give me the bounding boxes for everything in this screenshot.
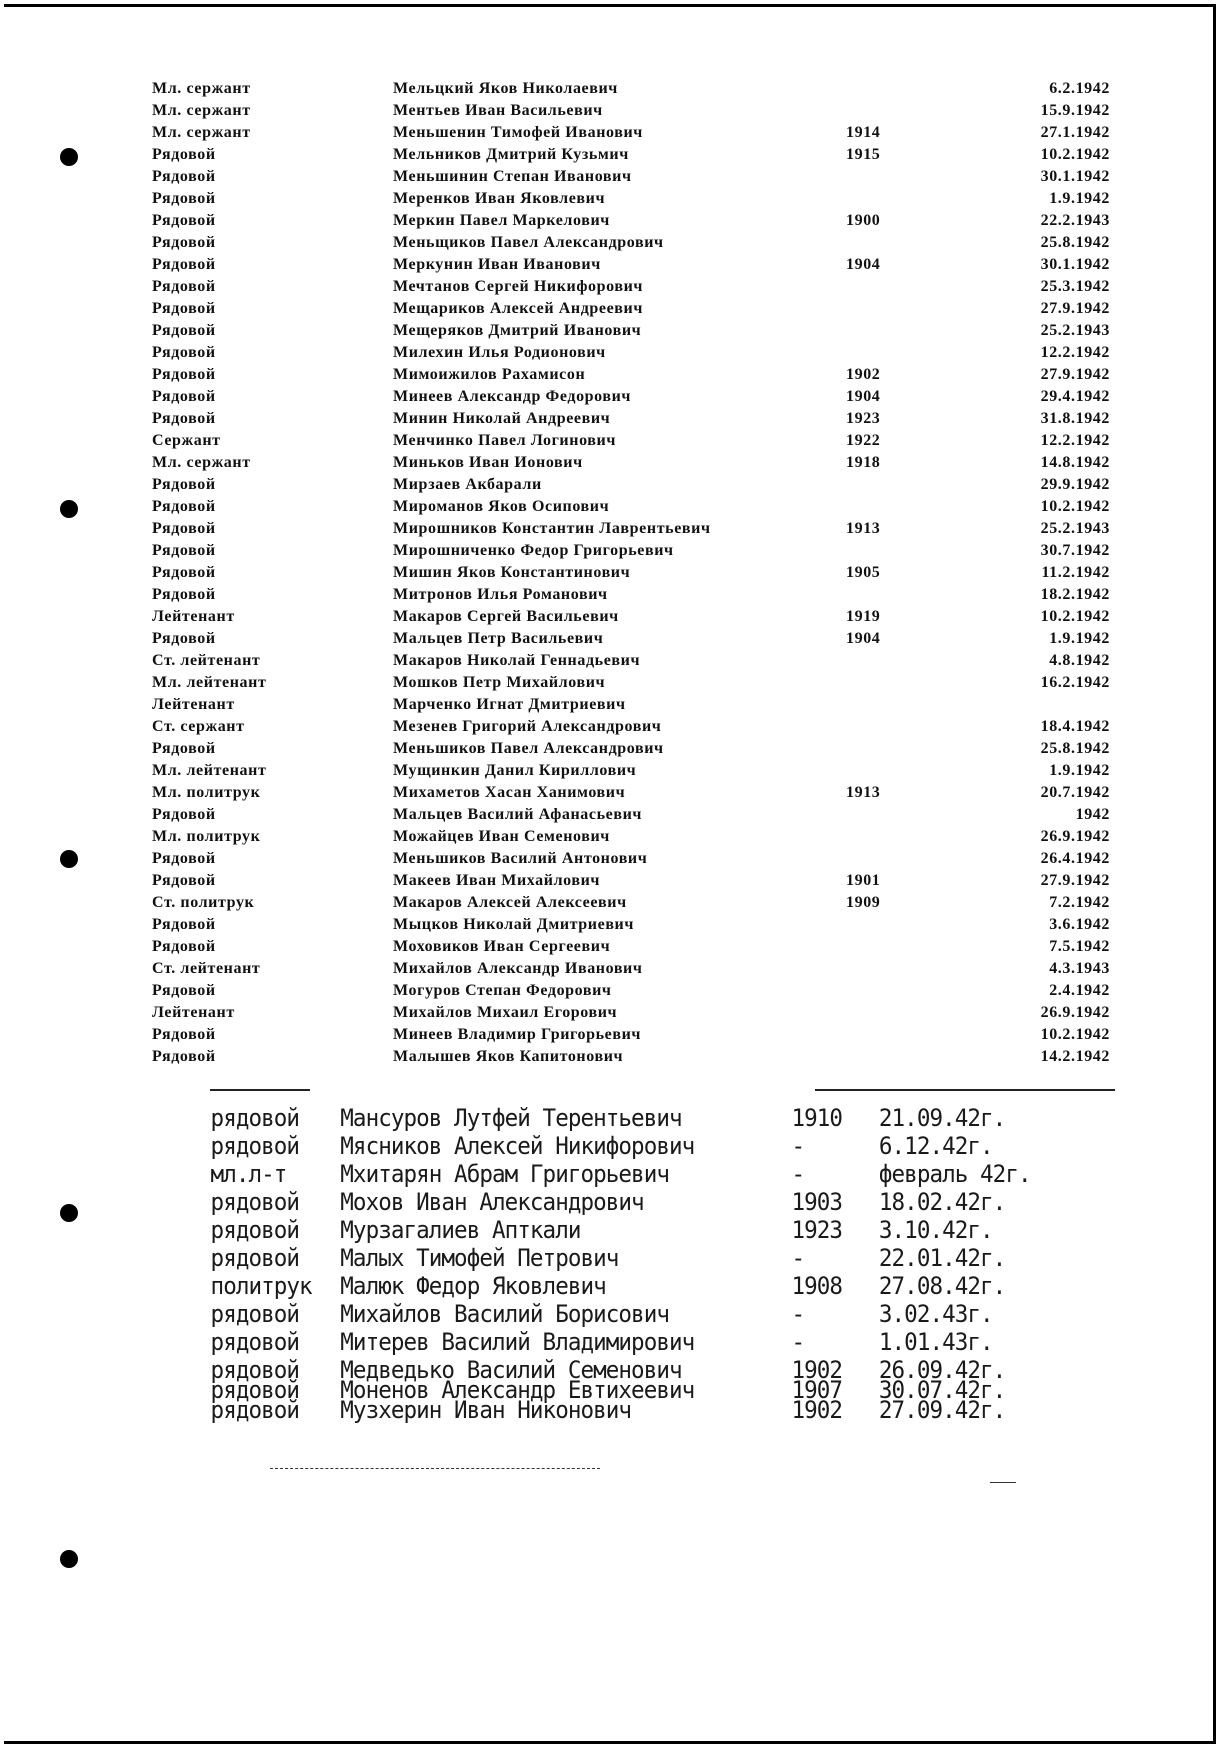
name-cell: Марченко Игнат Дмитриевич: [393, 696, 626, 713]
name-cell: Меньшиков Павел Александрович: [393, 740, 664, 757]
rank-cell: Рядовой: [152, 806, 216, 823]
rank-cell: Рядовой: [152, 234, 216, 251]
table-row: [0, 496, 1224, 518]
date-cell: 31.8.1942: [1040, 410, 1110, 427]
table-row: [0, 386, 1224, 408]
rank-cell: Мл. лейтенант: [152, 674, 267, 691]
rank-cell: рядовой: [210, 1396, 300, 1424]
date-cell: 7.2.1942: [1049, 894, 1110, 911]
date-cell: 20.7.1942: [1040, 784, 1110, 801]
table-row: [0, 518, 1224, 540]
name-cell: Мельников Дмитрий Кузьмич: [393, 146, 629, 163]
table-row: [0, 364, 1224, 386]
rank-cell: Мл. сержант: [152, 102, 251, 119]
rank-cell: Рядовой: [152, 740, 216, 757]
rank-cell: Рядовой: [152, 498, 216, 515]
rank-cell: Рядовой: [152, 300, 216, 317]
rank-cell: Ст. лейтенант: [152, 960, 261, 977]
year-cell: 1918: [846, 454, 881, 471]
name-cell: Милехин Илья Родионович: [393, 344, 606, 361]
table-row: [0, 562, 1224, 584]
table-row: [0, 298, 1224, 320]
table-row: [0, 144, 1224, 166]
table-row: [0, 958, 1224, 980]
name-cell: Михайлов Александр Иванович: [393, 960, 643, 977]
year-cell: -: [791, 1132, 805, 1160]
date-cell: 26.09.42г.: [878, 1356, 1006, 1384]
name-cell: Митерев Василий Владимирович: [340, 1328, 695, 1356]
date-cell: 1942: [1075, 806, 1110, 823]
separator-line: [210, 1089, 310, 1091]
rank-cell: Мл. лейтенант: [152, 762, 267, 779]
table-row: [0, 320, 1224, 342]
rank-cell: рядовой: [210, 1300, 300, 1328]
rank-cell: Рядовой: [152, 542, 216, 559]
rank-cell: Рядовой: [152, 212, 216, 229]
rank-cell: рядовой: [210, 1188, 300, 1216]
table-row: [0, 100, 1224, 122]
name-cell: Мирошниченко Федор Григорьевич: [393, 542, 674, 559]
table-row: [0, 1160, 1151, 1188]
date-cell: 3.10.42г.: [878, 1216, 993, 1244]
table-row: [0, 628, 1224, 650]
name-cell: Мезенев Григорий Александрович: [393, 718, 662, 735]
table-row: [0, 606, 1224, 628]
table-row: [0, 584, 1224, 606]
rank-cell: Ст. сержант: [152, 718, 245, 735]
table-row: [0, 254, 1224, 276]
name-cell: Мальцев Василий Афанасьевич: [393, 806, 643, 823]
name-cell: Минеев Владимир Григорьевич: [393, 1026, 642, 1043]
separator-line: [270, 1468, 600, 1469]
year-cell: 1901: [846, 872, 881, 889]
date-cell: 30.1.1942: [1040, 256, 1110, 273]
table-row: [0, 342, 1224, 364]
rank-cell: Рядовой: [152, 630, 216, 647]
year-cell: 1914: [846, 124, 881, 141]
name-cell: Мохов Иван Александрович: [340, 1188, 644, 1216]
rank-cell: Рядовой: [152, 322, 216, 339]
date-cell: 25.2.1943: [1040, 520, 1110, 537]
year-cell: 1902: [791, 1356, 843, 1384]
name-cell: Менчинко Павел Логинович: [393, 432, 616, 449]
rank-cell: рядовой: [210, 1132, 300, 1160]
table-row: [0, 716, 1224, 738]
date-cell: 29.4.1942: [1040, 388, 1110, 405]
date-cell: 1.01.43г.: [878, 1328, 993, 1356]
date-cell: 10.2.1942: [1040, 1026, 1110, 1043]
name-cell: Мошков Петр Михайлович: [393, 674, 606, 691]
rank-cell: Рядовой: [152, 366, 216, 383]
name-cell: Мирзаев Акбарали: [393, 476, 542, 493]
table-row: [0, 694, 1224, 716]
rank-cell: Рядовой: [152, 344, 216, 361]
typed-casualty-list: [0, 1104, 1224, 1424]
name-cell: Михайлов Василий Борисович: [340, 1300, 669, 1328]
rank-cell: Рядовой: [152, 410, 216, 427]
rank-cell: Рядовой: [152, 168, 216, 185]
rank-cell: Ст. политрук: [152, 894, 255, 911]
year-cell: 1910: [791, 1104, 843, 1132]
year-cell: -: [791, 1160, 805, 1188]
date-cell: 25.8.1942: [1040, 740, 1110, 757]
table-row: [0, 276, 1224, 298]
rank-cell: рядовой: [210, 1376, 300, 1404]
date-cell: 3.6.1942: [1049, 916, 1110, 933]
name-cell: Меньшенин Тимофей Иванович: [393, 124, 643, 141]
table-row: [0, 452, 1224, 474]
rank-cell: рядовой: [210, 1104, 300, 1132]
table-row: [0, 1272, 1151, 1300]
rank-cell: рядовой: [210, 1216, 300, 1244]
name-cell: Мущинкин Данил Кириллович: [393, 762, 637, 779]
year-cell: 1903: [791, 1188, 843, 1216]
date-cell: 7.5.1942: [1049, 938, 1110, 955]
year-cell: 1902: [791, 1396, 843, 1424]
year-cell: 1904: [846, 630, 881, 647]
date-cell: 18.4.1942: [1040, 718, 1110, 735]
table-row: [0, 870, 1224, 892]
name-cell: Ментьев Иван Васильевич: [393, 102, 603, 119]
name-cell: Малышев Яков Капитонович: [393, 1048, 624, 1065]
table-row: [0, 210, 1224, 232]
year-cell: 1902: [846, 366, 881, 383]
date-cell: 14.2.1942: [1040, 1048, 1110, 1065]
name-cell: Мурзагалиев Апткали: [340, 1216, 581, 1244]
table-row: [0, 1132, 1151, 1160]
date-cell: 1.9.1942: [1049, 190, 1110, 207]
rank-cell: Рядовой: [152, 564, 216, 581]
name-cell: Малюк Федор Яковлевич: [340, 1272, 606, 1300]
date-cell: 27.9.1942: [1040, 872, 1110, 889]
table-row: [0, 760, 1224, 782]
year-cell: 1909: [846, 894, 881, 911]
rank-cell: Рядовой: [152, 256, 216, 273]
table-row: [0, 936, 1224, 958]
table-row: [0, 1244, 1151, 1272]
year-cell: 1913: [846, 520, 881, 537]
table-row: [0, 1328, 1151, 1356]
year-cell: -: [791, 1244, 805, 1272]
table-row: [0, 1396, 1151, 1424]
date-cell: 27.08.42г.: [878, 1272, 1006, 1300]
name-cell: Могуров Степан Федорович: [393, 982, 612, 999]
table-row: [0, 188, 1224, 210]
rank-cell: Рядовой: [152, 146, 216, 163]
table-row: [0, 1216, 1151, 1244]
date-cell: 25.2.1943: [1040, 322, 1110, 339]
date-cell: 15.9.1942: [1040, 102, 1110, 119]
year-cell: 1922: [846, 432, 881, 449]
name-cell: Минеев Александр Федорович: [393, 388, 632, 405]
table-row: [0, 650, 1224, 672]
date-cell: 12.2.1942: [1040, 432, 1110, 449]
date-cell: 3.02.43г.: [878, 1300, 993, 1328]
year-cell: 1904: [846, 388, 881, 405]
date-cell: 30.07.42г.: [878, 1376, 1006, 1404]
name-cell: Моненов Александр Евтихеевич: [340, 1376, 695, 1404]
date-cell: 25.8.1942: [1040, 234, 1110, 251]
name-cell: Минин Николай Андреевич: [393, 410, 611, 427]
rank-cell: Мл. политрук: [152, 828, 261, 845]
rank-cell: Мл. сержант: [152, 454, 251, 471]
year-cell: 1905: [846, 564, 881, 581]
date-cell: 10.2.1942: [1040, 146, 1110, 163]
year-cell: 1915: [846, 146, 881, 163]
name-cell: Мимоижилов Рахамисон: [393, 366, 586, 383]
name-cell: Миньков Иван Ионович: [393, 454, 583, 471]
name-cell: Макаров Николай Геннадьевич: [393, 652, 641, 669]
table-row: [0, 782, 1224, 804]
name-cell: Меркунин Иван Иванович: [393, 256, 601, 273]
date-cell: 10.2.1942: [1040, 608, 1110, 625]
table-row: [0, 804, 1224, 826]
rank-cell: рядовой: [210, 1328, 300, 1356]
rank-cell: Рядовой: [152, 1026, 216, 1043]
rank-cell: Мл. сержант: [152, 80, 251, 97]
rank-cell: Ст. лейтенант: [152, 652, 261, 669]
rank-cell: Рядовой: [152, 982, 216, 999]
name-cell: Меркин Павел Маркелович: [393, 212, 610, 229]
table-row: [0, 1356, 1151, 1384]
name-cell: Малых Тимофей Петрович: [340, 1244, 619, 1272]
year-cell: 1923: [846, 410, 881, 427]
date-cell: 25.3.1942: [1040, 278, 1110, 295]
date-cell: 12.2.1942: [1040, 344, 1110, 361]
name-cell: Медведько Василий Семенович: [340, 1356, 682, 1384]
name-cell: Мещариков Алексей Андреевич: [393, 300, 643, 317]
name-cell: Макеев Иван Михайлович: [393, 872, 601, 889]
name-cell: Меньшинин Степан Иванович: [393, 168, 632, 185]
name-cell: Мельцкий Яков Николаевич: [393, 80, 618, 97]
name-cell: Мальцев Петр Васильевич: [393, 630, 604, 647]
year-cell: 1923: [791, 1216, 843, 1244]
printed-casualty-list: [0, 78, 1224, 1068]
date-cell: 2.4.1942: [1049, 982, 1110, 999]
date-cell: 1.9.1942: [1049, 762, 1110, 779]
year-cell: -: [791, 1300, 805, 1328]
rank-cell: мл.л-т: [210, 1160, 287, 1188]
table-row: [0, 1376, 1151, 1404]
table-row: [0, 78, 1224, 100]
rank-cell: Лейтенант: [152, 608, 235, 625]
table-row: [0, 1002, 1224, 1024]
rank-cell: Рядовой: [152, 916, 216, 933]
table-row: [0, 914, 1224, 936]
table-row: [0, 1104, 1151, 1132]
separator-line: [815, 1089, 1115, 1091]
separator-line: [990, 1482, 1016, 1483]
year-cell: 1904: [846, 256, 881, 273]
table-row: [0, 1046, 1224, 1068]
name-cell: Музхерин Иван Никонович: [340, 1396, 632, 1424]
table-row: [0, 738, 1224, 760]
rank-cell: Лейтенант: [152, 696, 235, 713]
name-cell: Макаров Сергей Васильевич: [393, 608, 619, 625]
name-cell: Меренков Иван Яковлевич: [393, 190, 606, 207]
date-cell: 22.2.1943: [1040, 212, 1110, 229]
table-row: [0, 892, 1224, 914]
name-cell: Меньшиков Василий Антонович: [393, 850, 648, 867]
name-cell: Мечтанов Сергей Никифорович: [393, 278, 644, 295]
table-row: [0, 672, 1224, 694]
name-cell: Митронов Илья Романович: [393, 586, 608, 603]
table-row: [0, 1300, 1151, 1328]
table-row: [0, 430, 1224, 452]
year-cell: 1913: [846, 784, 881, 801]
date-cell: 26.4.1942: [1040, 850, 1110, 867]
date-cell: 30.1.1942: [1040, 168, 1110, 185]
date-cell: 4.8.1942: [1049, 652, 1110, 669]
date-cell: 6.2.1942: [1049, 80, 1110, 97]
name-cell: Михаметов Хасан Ханимович: [393, 784, 626, 801]
rank-cell: Рядовой: [152, 278, 216, 295]
date-cell: 16.2.1942: [1040, 674, 1110, 691]
date-cell: 26.9.1942: [1040, 1004, 1110, 1021]
table-row: [0, 1188, 1151, 1216]
rank-cell: Рядовой: [152, 520, 216, 537]
name-cell: Мансуров Лутфей Терентьевич: [340, 1104, 682, 1132]
table-row: [0, 122, 1224, 144]
date-cell: 27.09.42г.: [878, 1396, 1006, 1424]
rank-cell: Мл. политрук: [152, 784, 261, 801]
date-cell: 14.8.1942: [1040, 454, 1110, 471]
name-cell: Мыцков Николай Дмитриевич: [393, 916, 634, 933]
rank-cell: Рядовой: [152, 586, 216, 603]
date-cell: 29.9.1942: [1040, 476, 1110, 493]
date-cell: 18.2.1942: [1040, 586, 1110, 603]
date-cell: 6.12.42г.: [878, 1132, 993, 1160]
name-cell: Мишин Яков Константинович: [393, 564, 631, 581]
table-row: [0, 848, 1224, 870]
date-cell: 22.01.42г.: [878, 1244, 1006, 1272]
name-cell: Макаров Алексей Алексеевич: [393, 894, 627, 911]
date-cell: февраль 42г.: [878, 1160, 1031, 1188]
name-cell: Можайцев Иван Семенович: [393, 828, 610, 845]
rank-cell: Рядовой: [152, 850, 216, 867]
date-cell: 27.9.1942: [1040, 300, 1110, 317]
rank-cell: рядовой: [210, 1244, 300, 1272]
table-row: [0, 540, 1224, 562]
rank-cell: Рядовой: [152, 1048, 216, 1065]
table-row: [0, 980, 1224, 1002]
date-cell: 30.7.1942: [1040, 542, 1110, 559]
name-cell: Моховиков Иван Сергеевич: [393, 938, 611, 955]
name-cell: Мхитарян Абрам Григорьевич: [340, 1160, 669, 1188]
rank-cell: политрук: [210, 1272, 312, 1300]
year-cell: 1908: [791, 1272, 843, 1300]
table-row: [0, 232, 1224, 254]
year-cell: 1900: [846, 212, 881, 229]
date-cell: 4.3.1943: [1049, 960, 1110, 977]
name-cell: Меньщиков Павел Александрович: [393, 234, 664, 251]
rank-cell: Лейтенант: [152, 1004, 235, 1021]
name-cell: Мирошников Константин Лаврентьевич: [393, 520, 711, 537]
year-cell: -: [791, 1328, 805, 1356]
rank-cell: Мл. сержант: [152, 124, 251, 141]
name-cell: Мироманов Яков Осипович: [393, 498, 610, 515]
date-cell: 21.09.42г.: [878, 1104, 1006, 1132]
punch-hole: [60, 1550, 78, 1568]
rank-cell: Рядовой: [152, 190, 216, 207]
name-cell: Михайлов Михаил Егорович: [393, 1004, 618, 1021]
rank-cell: Рядовой: [152, 872, 216, 889]
name-cell: Мясников Алексей Никифорович: [340, 1132, 695, 1160]
table-row: [0, 474, 1224, 496]
year-cell: 1919: [846, 608, 881, 625]
table-row: [0, 826, 1224, 848]
rank-cell: рядовой: [210, 1356, 300, 1384]
rank-cell: Рядовой: [152, 938, 216, 955]
table-row: [0, 166, 1224, 188]
name-cell: Мещеряков Дмитрий Иванович: [393, 322, 642, 339]
rank-cell: Рядовой: [152, 388, 216, 405]
rank-cell: Сержант: [152, 432, 221, 449]
table-row: [0, 408, 1224, 430]
date-cell: 10.2.1942: [1040, 498, 1110, 515]
date-cell: 11.2.1942: [1041, 564, 1110, 581]
rank-cell: Рядовой: [152, 476, 216, 493]
date-cell: 26.9.1942: [1040, 828, 1110, 845]
date-cell: 1.9.1942: [1049, 630, 1110, 647]
date-cell: 18.02.42г.: [878, 1188, 1006, 1216]
table-row: [0, 1024, 1224, 1046]
date-cell: 27.1.1942: [1040, 124, 1110, 141]
date-cell: 27.9.1942: [1040, 366, 1110, 383]
year-cell: 1907: [791, 1376, 843, 1404]
